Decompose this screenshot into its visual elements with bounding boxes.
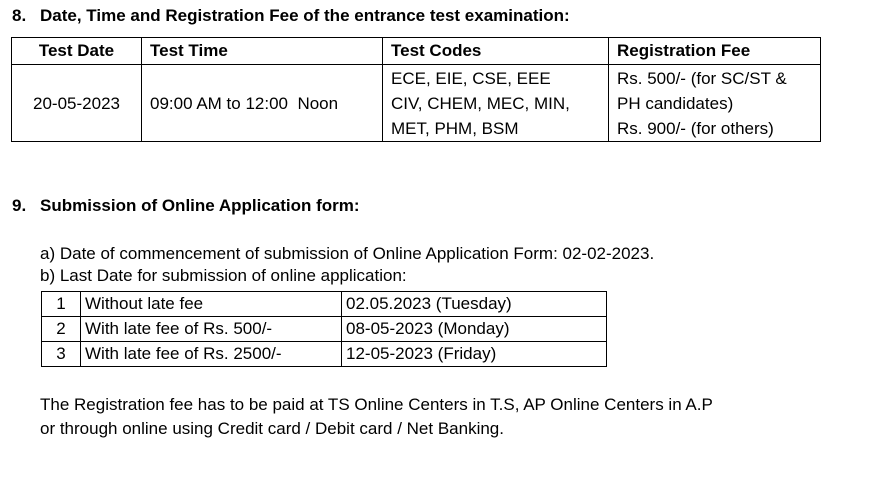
- row-date: 08-05-2023 (Monday): [342, 317, 607, 342]
- payment-note-line: The Registration fee has to be paid at TS Online Centers in T.S, AP Online Centers in A.P: [40, 395, 713, 414]
- table-header-row: [12, 38, 821, 65]
- row-date: 12-05-2023 (Friday): [342, 342, 607, 367]
- test-codes-line: MET, PHM, BSM: [391, 118, 519, 138]
- section-8-number: 8.: [12, 6, 27, 25]
- table-row: [12, 65, 821, 142]
- cell-registration-fee: [609, 65, 821, 142]
- header-test-time: Test Time: [142, 38, 383, 65]
- cell-test-codes: [383, 65, 609, 142]
- exam-schedule-table: [11, 37, 821, 142]
- row-description: Without late fee: [81, 292, 342, 317]
- commencement-date-line: a) Date of commencement of submission of Online Application Form: 02-02-2023.: [40, 244, 655, 263]
- header-registration-fee: Registration Fee: [609, 38, 821, 65]
- fee-line: Rs. 900/- (for others): [617, 118, 774, 138]
- section-9-heading: [12, 196, 360, 216]
- row-description: With late fee of Rs. 500/-: [81, 317, 342, 342]
- section-9-number: 9.: [12, 196, 27, 215]
- cell-test-time: 09:00 AM to 12:00 Noon: [142, 65, 383, 142]
- header-test-date: Test Date: [12, 38, 142, 65]
- row-description: With late fee of Rs. 2500/-: [81, 342, 342, 367]
- cell-test-date: 20-05-2023: [12, 65, 142, 142]
- fee-line: PH candidates): [617, 93, 734, 113]
- section-8-heading: [12, 6, 570, 26]
- table-row: [42, 317, 607, 342]
- payment-note: [40, 393, 860, 441]
- header-test-codes: Test Codes: [383, 38, 609, 65]
- payment-note-line: or through online using Credit card / Debit card / Net Banking.: [40, 419, 504, 438]
- row-number: 2: [42, 317, 81, 342]
- fee-line: Rs. 500/- (for SC/ST &: [617, 68, 787, 88]
- row-number: 3: [42, 342, 81, 367]
- section-9-title: Submission of Online Application form:: [40, 196, 360, 215]
- row-date: 02.05.2023 (Tuesday): [342, 292, 607, 317]
- section-8-title: Date, Time and Registration Fee of the entrance test examination:: [40, 6, 570, 25]
- late-fee-table: [41, 291, 607, 367]
- table-row: [42, 292, 607, 317]
- row-number: 1: [42, 292, 81, 317]
- last-date-line: b) Last Date for submission of online application:: [40, 266, 407, 285]
- submission-dates-block: [40, 243, 654, 287]
- test-codes-line: ECE, EIE, CSE, EEE: [391, 68, 551, 88]
- table-row: [42, 342, 607, 367]
- test-codes-line: CIV, CHEM, MEC, MIN,: [391, 93, 570, 113]
